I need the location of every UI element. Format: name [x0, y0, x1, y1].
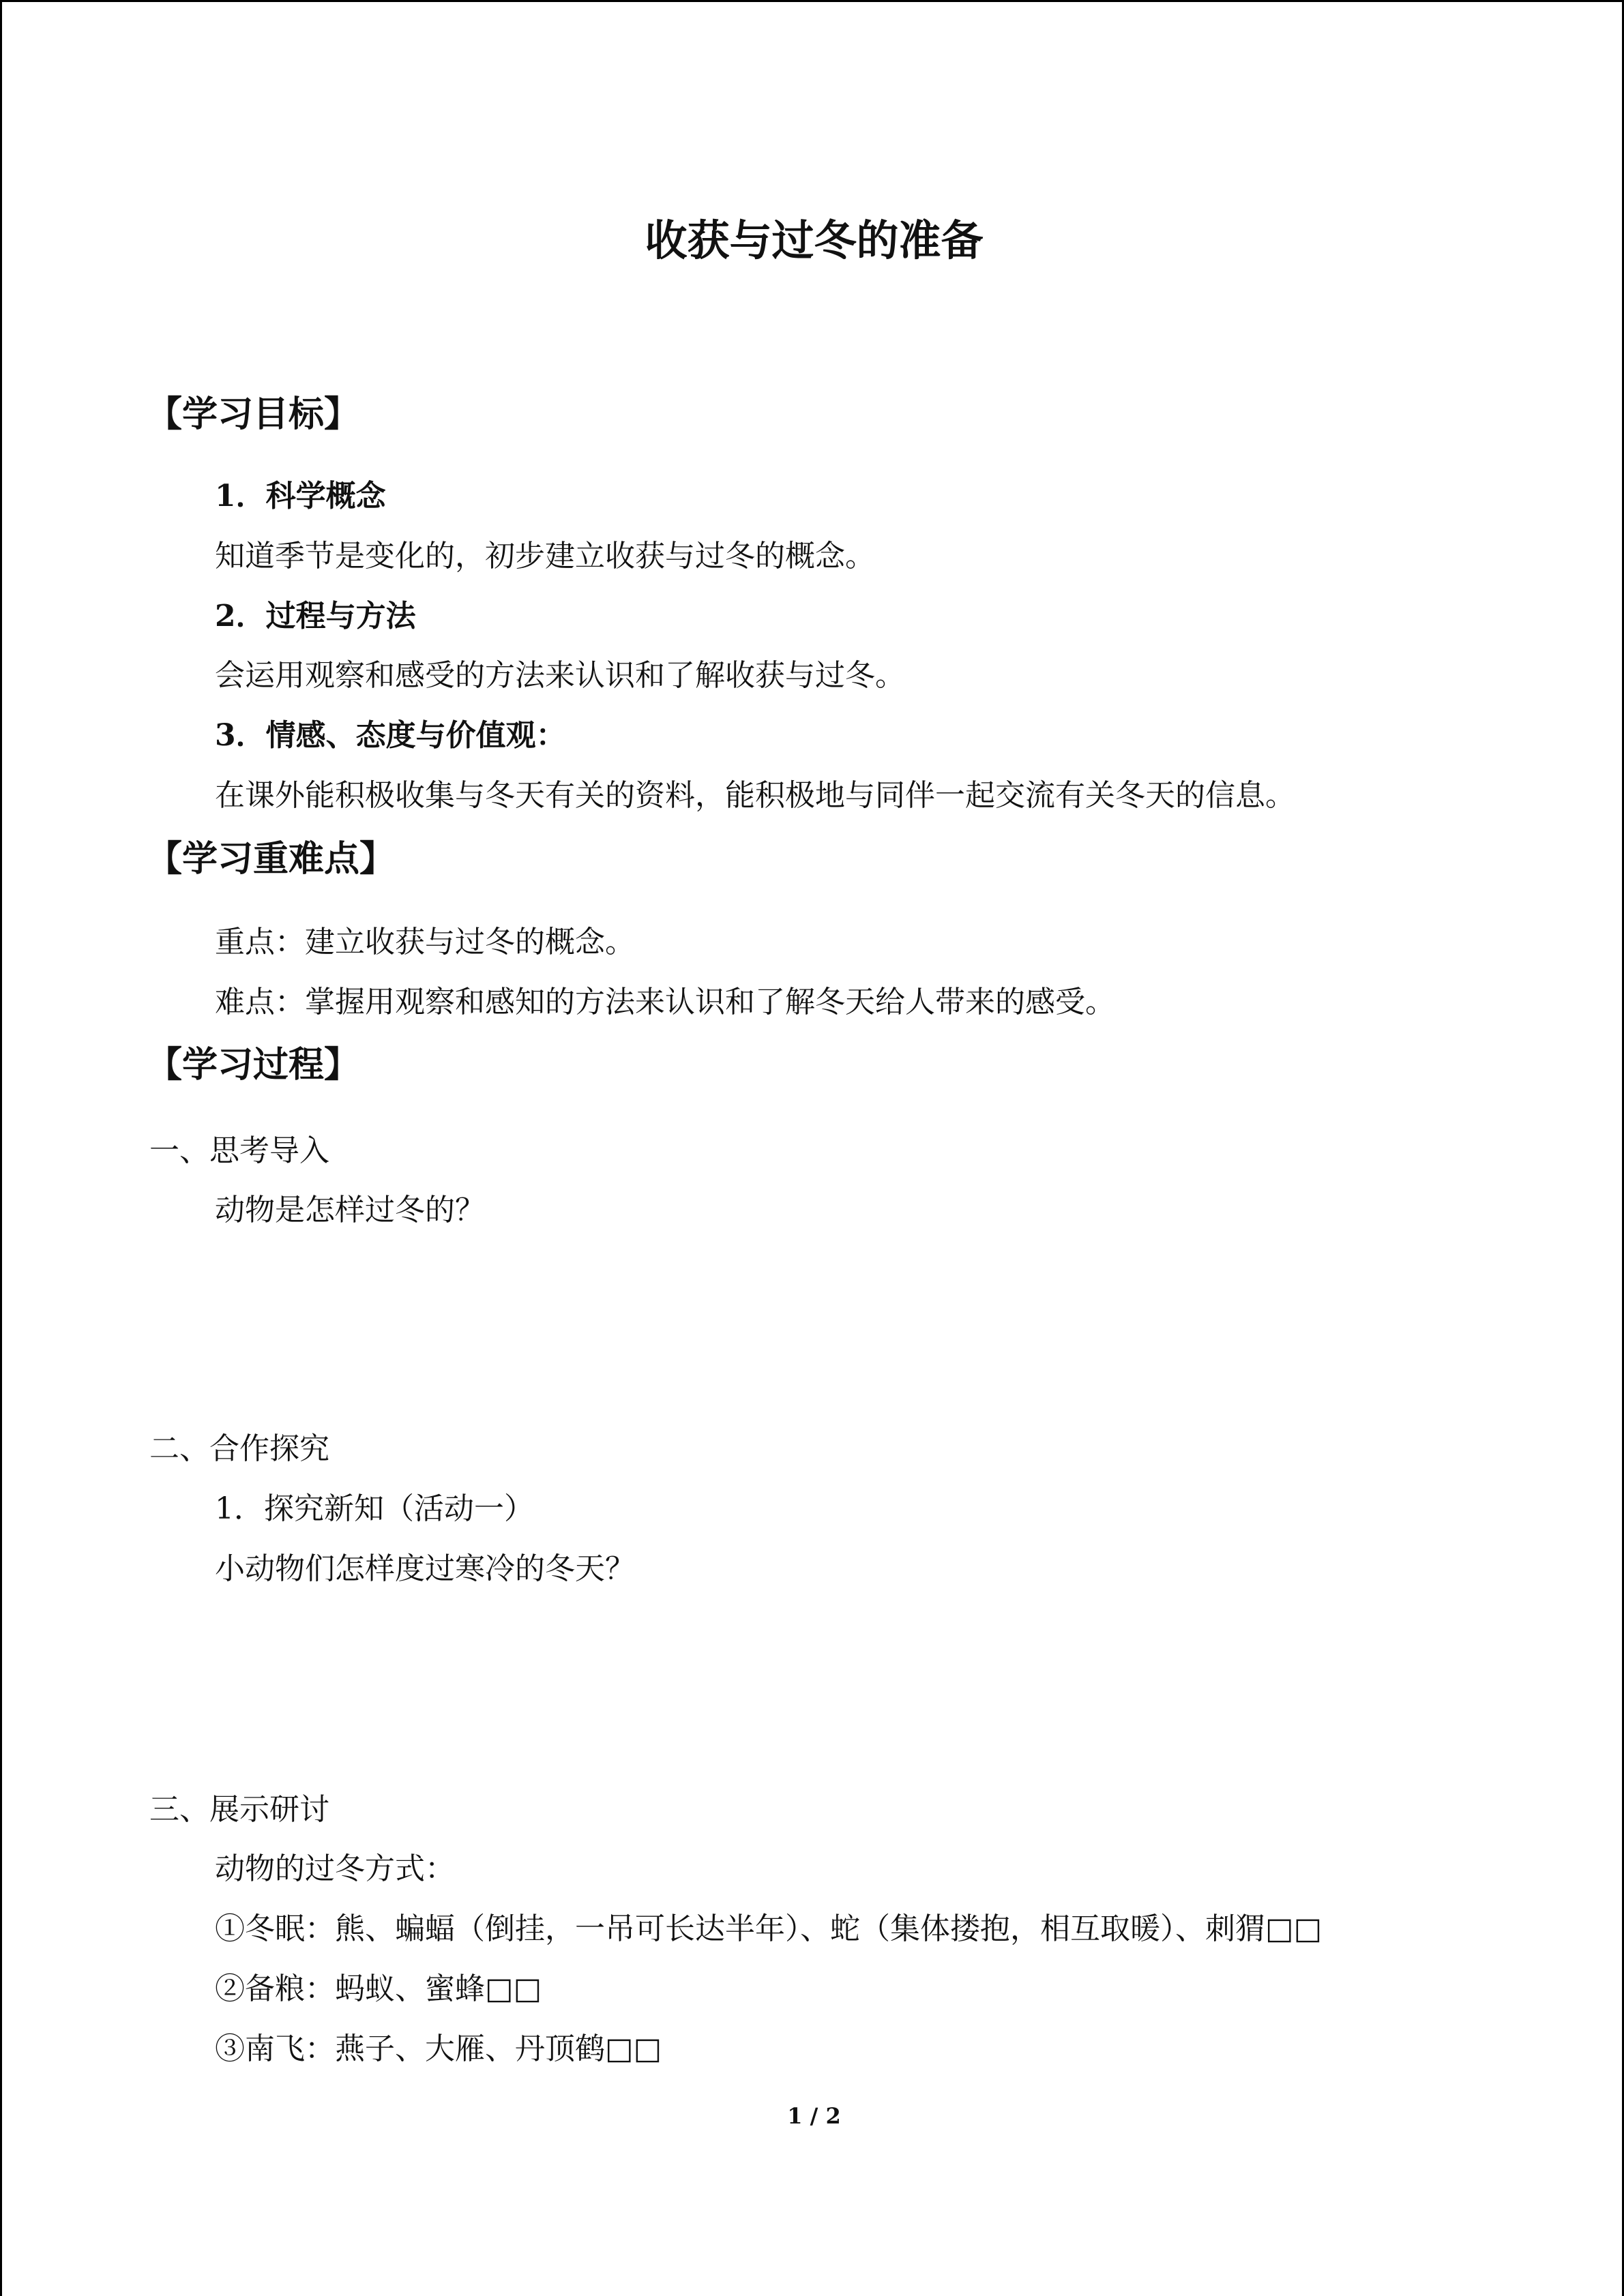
objective-text-1: 知道季节是变化的，初步建立收获与过冬的概念。	[215, 539, 875, 573]
part3-item-hibernate: ①冬眠：熊、蝙蝠（倒挂，一吊可长达半年）、蛇（集体搂抱，相互取暖）、刺猬□□	[215, 1911, 1323, 1946]
section-heading-process: 【学习过程】	[147, 1044, 360, 1086]
keypoint-important: 重点：建立收获与过冬的概念。	[215, 925, 635, 959]
objective-text-2: 会运用观察和感受的方法来认识和了解收获与过冬。	[215, 658, 905, 693]
keypoint-difficult: 难点：掌握用观察和感知的方法来认识和了解冬天给人带来的感受。	[215, 985, 1115, 1019]
section-heading-keypoints: 【学习重难点】	[147, 838, 396, 880]
part1-heading: 一、思考导入	[149, 1133, 329, 1168]
objective-text-3: 在课外能积极收集与冬天有关的资料，能积极地与同伴一起交流有关冬天的信息。	[215, 778, 1295, 813]
part1-text: 动物是怎样过冬的？	[215, 1193, 485, 1227]
part3-intro: 动物的过冬方式：	[215, 1851, 455, 1886]
part2-heading: 二、合作探究	[149, 1431, 329, 1466]
objective-label-2: 2．过程与方法	[215, 599, 416, 633]
section-heading-objectives: 【学习目标】	[147, 393, 360, 435]
part2-text: 小动物们怎样度过寒冷的冬天？	[215, 1551, 635, 1586]
part2-activity: 1．探究新知（活动一）	[215, 1491, 534, 1526]
objective-label-1: 1．科学概念	[215, 479, 386, 513]
page-number: 1 / 2	[787, 2103, 841, 2129]
document-title: 收获与过冬的准备	[645, 215, 984, 265]
objective-label-3: 3．情感、态度与价值观：	[215, 718, 566, 753]
part3-item-store-food: ②备粮：蚂蚁、蜜蜂□□	[215, 1971, 542, 2006]
part3-item-migrate: ③南飞：燕子、大雁、丹顶鹤□□	[215, 2031, 662, 2066]
part3-heading: 三、展示研讨	[149, 1792, 329, 1827]
